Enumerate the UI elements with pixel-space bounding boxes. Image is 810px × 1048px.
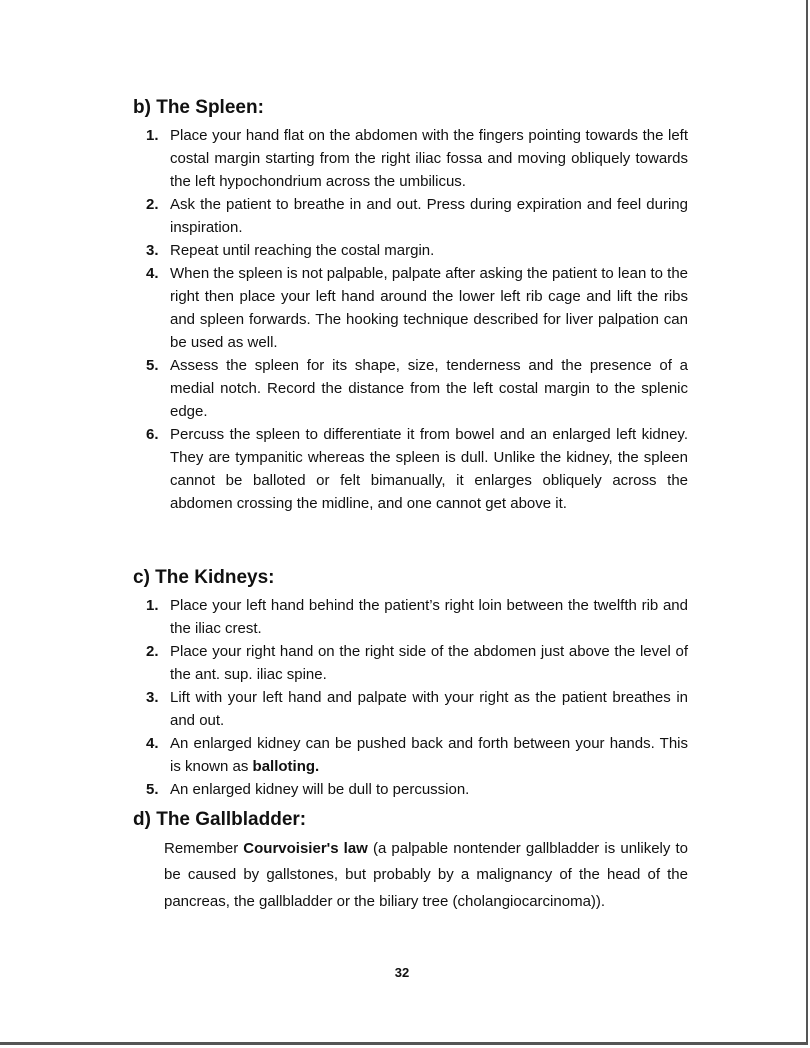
- item-text: Repeat until reaching the costal margin.: [170, 242, 435, 259]
- item-text: Assess the spleen for its shape, size, tenderness and the presence of a medial notch. Record the distance from the left costal margin to the splenic edge.: [170, 357, 688, 420]
- item-text: An enlarged kidney can be pushed back and forth between your hands. This is known as: [170, 735, 688, 775]
- item-number: 2.: [146, 196, 159, 213]
- page-number: 32: [394, 965, 410, 980]
- list-item: [140, 193, 688, 239]
- item-number: 4.: [146, 735, 159, 752]
- kidneys-steps-list: [140, 594, 688, 801]
- spleen-steps-list: [140, 124, 688, 515]
- list-item: [140, 686, 688, 732]
- list-item: [140, 354, 688, 423]
- item-number: 5.: [146, 781, 159, 798]
- item-number: 1.: [146, 127, 159, 144]
- item-text: Ask the patient to breathe in and out. Press during expiration and feel during inspiration.: [170, 196, 688, 236]
- item-text: Place your right hand on the right side of the abdomen just above the level of the ant. sup. iliac spine.: [170, 643, 688, 683]
- item-emphasis: balloting.: [252, 758, 320, 775]
- gallbladder-paragraph: [164, 836, 688, 915]
- list-item: [140, 262, 688, 354]
- item-text: Place your left hand behind the patient’s right loin between the twelfth rib and the iliac crest.: [170, 597, 688, 637]
- paragraph-text: (a palpable nontender gallbladder is unlikely to be caused by gallstones, but probably by a malignancy of the head of the pancreas, the gallbladder or the biliary tree (cholangiocarcinoma)).: [164, 840, 688, 910]
- section-heading-kidneys: c) The Kidneys:: [133, 567, 275, 588]
- section-heading-spleen: b) The Spleen:: [133, 97, 264, 118]
- paragraph-text: Remember: [164, 840, 244, 857]
- item-number: 3.: [146, 689, 159, 706]
- list-item: [140, 124, 688, 193]
- item-text: Place your hand flat on the abdomen with the fingers pointing towards the left costal margin starting from the right iliac fossa and moving obliquely towards the left hypochondrium across the umbilicus.: [170, 127, 688, 190]
- item-number: 6.: [146, 426, 159, 443]
- list-item: [140, 239, 688, 262]
- item-number: 4.: [146, 265, 159, 282]
- list-item: [140, 778, 688, 801]
- list-item: [140, 640, 688, 686]
- item-number: 1.: [146, 597, 159, 614]
- list-item: [140, 732, 688, 778]
- item-number: 3.: [146, 242, 159, 259]
- courvoisier-law-term: Courvoisier's law: [243, 840, 368, 857]
- item-text: When the spleen is not palpable, palpate after asking the patient to lean to the right then place your left hand around the lower left rib cage and lift the ribs and spleen forwards. The hooking technique described for liver palpation can be used as well.: [170, 265, 688, 351]
- item-text: An enlarged kidney will be dull to percussion.: [170, 781, 470, 798]
- list-item: [140, 594, 688, 640]
- item-number: 2.: [146, 643, 159, 660]
- section-heading-gallbladder: d) The Gallbladder:: [133, 809, 307, 830]
- item-text: Percuss the spleen to differentiate it from bowel and an enlarged left kidney. They are tympanitic whereas the spleen is dull. Unlike the kidney, the spleen cannot be balloted or felt bimanually, it enlarges obliquely across the abdomen crossing the midline, and one cannot get above it.: [170, 426, 688, 512]
- item-number: 5.: [146, 357, 159, 374]
- list-item: [140, 423, 688, 515]
- item-text: Lift with your left hand and palpate with your right as the patient breathes in and out.: [170, 689, 688, 729]
